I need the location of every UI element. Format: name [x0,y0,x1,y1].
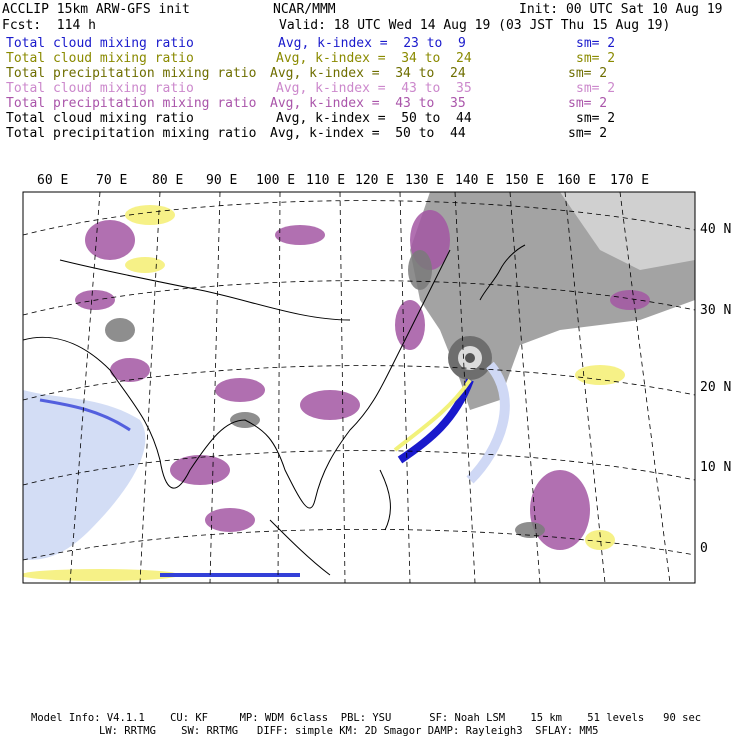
legend-row-5-field: Total precipitation mixing ratio [6,96,257,111]
legend-row-1-avg: Avg, k-index = 23 to 9 [278,36,466,51]
lon-label: 120 E [355,173,395,188]
legend-row-4-avg: Avg, k-index = 43 to 35 [276,81,472,96]
legend-row-4-field: Total cloud mixing ratio [6,81,194,96]
lat-label: 40 N [700,222,732,237]
lon-label: 60 E [37,173,69,188]
legend-row-6-sm: sm= 2 [576,111,616,126]
legend-row-1-field: Total cloud mixing ratio [6,36,194,51]
lon-label: 90 E [206,173,238,188]
legend-row-1-sm: sm= 2 [576,36,616,51]
legend-row-4-sm: sm= 2 [576,81,616,96]
legend-row-7-field: Total precipitation mixing ratio [6,126,257,141]
lon-label: 80 E [152,173,184,188]
model-info-line: Model Info: V4.1.1 CU: KF MP: WDM 6class PBL: YSU SF: Noah LSM 15 km 51 levels 90 sec [31,712,702,724]
legend-row-5-avg: Avg, k-index = 43 to 35 [270,96,466,111]
lat-label: 0 [700,541,708,556]
lon-label: 160 E [557,173,597,188]
init-time: Init: 00 UTC Sat 10 Aug 19 [519,2,723,17]
legend-row-2-sm: sm= 2 [576,51,616,66]
legend-row-2-avg: Avg, k-index = 34 to 24 [276,51,472,66]
valid-time: Valid: 18 UTC Wed 14 Aug 19 (03 JST Thu 15 Aug 19) [279,18,671,33]
legend-row-7-sm: sm= 2 [568,126,608,141]
org-label: NCAR/MMM [273,2,336,17]
lon-label: 170 E [610,173,650,188]
lat-label: 10 N [700,460,732,475]
legend-row-5-sm: sm= 2 [568,96,608,111]
lat-label: 20 N [700,380,732,395]
forecast-hour: Fcst: 114 h [2,18,96,33]
lon-label: 100 E [256,173,296,188]
lon-label: 110 E [306,173,346,188]
legend-row-2-field: Total cloud mixing ratio [6,51,194,66]
legend-row-7-avg: Avg, k-index = 50 to 44 [270,126,466,141]
lon-label: 150 E [505,173,545,188]
model-title: ACCLIP 15km ARW-GFS init [2,2,190,17]
lon-label: 140 E [455,173,495,188]
lon-label: 130 E [405,173,445,188]
legend-row-3-avg: Avg, k-index = 34 to 24 [270,66,466,81]
legend-row-3-sm: sm= 2 [568,66,608,81]
legend-row-6-avg: Avg, k-index = 50 to 44 [276,111,472,126]
physics-info-line: LW: RRTMG SW: RRTMG DIFF: simple KM: 2D Smagor DAMP: Rayleigh3 SFLAY: MM5 [99,725,599,737]
legend-row-6-field: Total cloud mixing ratio [6,111,194,126]
map-field-layer [20,192,695,583]
lat-label: 30 N [700,303,732,318]
lon-label: 70 E [96,173,128,188]
legend-row-3-field: Total precipitation mixing ratio [6,66,257,81]
